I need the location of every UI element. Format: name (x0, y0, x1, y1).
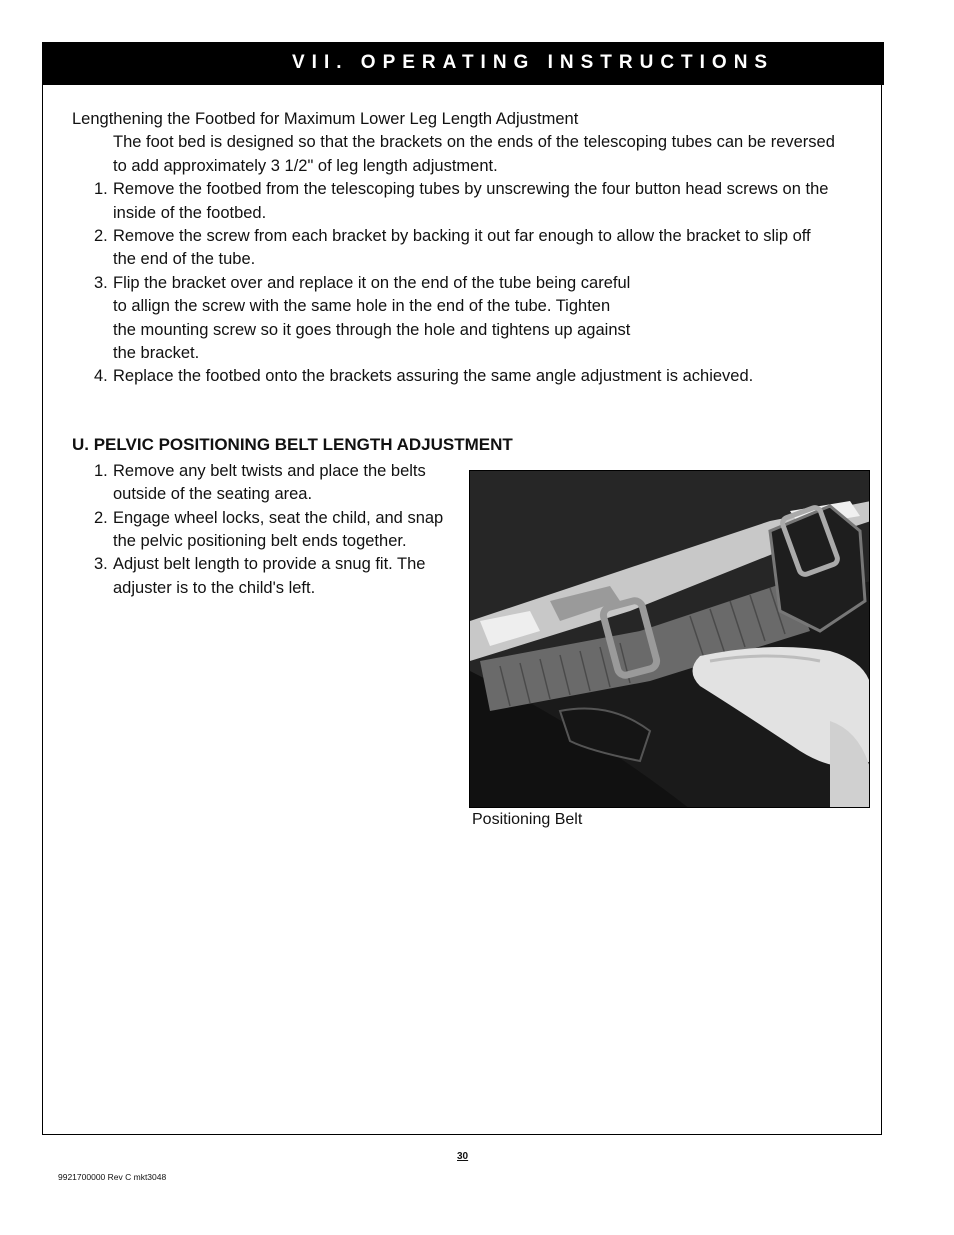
step-number: 3. (94, 274, 108, 292)
step-number: 4. (94, 367, 108, 385)
step-text: Remove the screw from each bracket by backing it out far enough to allow the bracket to slip off (113, 227, 811, 245)
photo-caption: Positioning Belt (472, 811, 583, 828)
step-text: the pelvic positioning belt ends together. (113, 532, 407, 550)
step-number: 3. (94, 555, 108, 573)
step-number: 1. (94, 180, 108, 198)
step-number: 2. (94, 509, 108, 527)
step-text: Adjust belt length to provide a snug fit. The (113, 555, 426, 573)
footbed-heading: Lengthening the Footbed for Maximum Lower Leg Length Adjustment (72, 110, 579, 128)
step-text: the end of the tube. (113, 250, 256, 268)
footbed-intro-line: to add approximately 3 1/2" of leg length adjustment. (113, 157, 498, 175)
step-text: the bracket. (113, 344, 200, 362)
document-code: 9921700000 Rev C mkt3048 (58, 1172, 167, 1182)
section-header-title: VII. OPERATING INSTRUCTIONS (292, 52, 775, 73)
step-text: Remove any belt twists and place the belts (113, 462, 426, 480)
step-text: to allign the screw with the same hole in the end of the tube. Tighten (113, 297, 611, 315)
step-text: adjuster is to the child's left. (113, 579, 316, 597)
step-text: the mounting screw so it goes through the hole and tightens up against (113, 321, 631, 339)
step-text: Flip the bracket over and replace it on the end of the tube being careful (113, 274, 631, 292)
belt-section-heading: U. PELVIC POSITIONING BELT LENGTH ADJUSTMENT (72, 435, 513, 454)
section-header-bar (42, 42, 884, 85)
step-text: Replace the footbed onto the brackets assuring the same angle adjustment is achieved. (113, 367, 754, 385)
page-number: 30 (457, 1151, 469, 1162)
step-number: 2. (94, 227, 108, 245)
step-text: Remove the footbed from the telescoping tubes by unscrewing the four button head screws on the (113, 180, 829, 198)
step-text: Engage wheel locks, seat the child, and snap (113, 509, 444, 527)
footbed-intro-line: The foot bed is designed so that the brackets on the ends of the telescoping tubes can be reversed (113, 133, 835, 151)
step-text: inside of the footbed. (113, 204, 267, 222)
step-text: outside of the seating area. (113, 485, 313, 503)
positioning-belt-photo (469, 470, 870, 808)
step-number: 1. (94, 462, 108, 480)
